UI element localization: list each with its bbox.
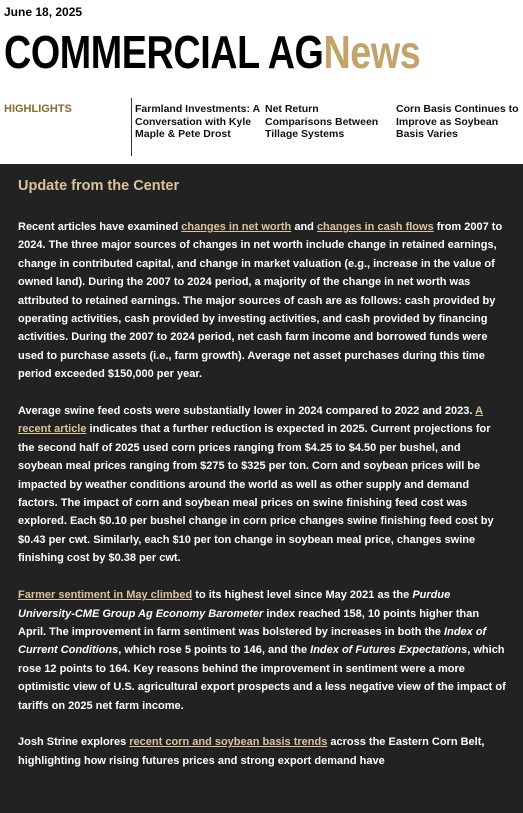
- highlights-label: HIGHLIGHTS: [4, 103, 72, 115]
- highlight-link-tillage-systems[interactable]: Net Return Comparisons Between Tillage Systems: [265, 103, 379, 140]
- paragraph-basis-trends: Josh Strine explores recent corn and soybean basis trends across the Eastern Corn Belt, highlighting how rising futures prices and strong export demand have: [18, 736, 485, 767]
- highlights-divider: [131, 98, 132, 156]
- highlight-link-corn-basis[interactable]: Corn Basis Continues to Improve as Soybean Basis Varies: [396, 103, 519, 140]
- paragraph-net-worth: Recent articles have examined changes in net worth and changes in cash flows from 2007 to 2024. The three major sources of changes in net worth include change in retained earnings, change in contributed capital, and change in market valuation (e.g., increase in the value of owned land). During the 2007 to 2024 period, a majority of the change in net worth was attributed to retained earnings. The major sources of cash are as follows: cash provided by operating activities, cash provided by investing activities, and cash provided by financing activities. During the 2007 to 2024 period, net cash farm income and borrowed funds were used to purchase assets (i.e., farm growth). Average net asset purchases during this time period exceeded $150,000 per year.: [18, 221, 503, 381]
- article-body: [18, 218, 508, 789]
- masthead-title-main: COMMERCIAL AG: [4, 26, 324, 78]
- masthead-title-accent: News: [323, 26, 421, 78]
- highlights-bar: [0, 96, 523, 164]
- highlight-link-farmland-investments[interactable]: Farmland Investments: A Conversation with Kyle Maple & Pete Drost: [135, 103, 260, 140]
- masthead-logo[interactable]: [4, 26, 420, 78]
- link-changes-in-net-worth[interactable]: changes in net worth: [181, 221, 292, 233]
- link-farmer-sentiment[interactable]: Farmer sentiment in May climbed: [18, 589, 193, 602]
- paragraph-farmer-sentiment: Farmer sentiment in May climbed to its highest level since May 2021 as the Purdue University-CME Group Ag Economy Barometer index reached 158, 10 points higher than April. The improvement in farm sentiment was bolstered by increases in both the Index of Current Conditions, which rose 5 points to 146, and the Index of Futures Expectations, which rose 12 points to 164. Key reasons behind the improvement in sentiment were a more optimistic view of U.S. agricultural export prospects and a less negative view of the impact of tariffs on 2025 net farm income.: [18, 589, 506, 712]
- link-changes-in-cash-flows[interactable]: changes in cash flows: [316, 221, 434, 233]
- link-basis-trends[interactable]: recent corn and soybean basis trends: [129, 736, 328, 749]
- paragraph-swine-feed: Average swine feed costs were substantially lower in 2024 compared to 2022 and 2023. A recent article indicates that a further reduction is expected in 2025. Current projections for the second half of 2025 used corn prices ranging from $4.25 to $4.50 per bushel, and soybean meal prices ranging from $275 to $325 per ton. Corn and soybean prices will be impacted by weather conditions around the world as well as other supply and demand factors. The impact of corn and soybean meal prices on swine finishing feed cost was explored. Each $0.10 per bushel change in corn price changes swine finishing feed cost by $0.43 per cwt. Similarly, each $10 per ton change in soybean meal price, changes swine finishing cost by $0.38 per cwt.: [18, 405, 494, 565]
- link-recent-article[interactable]: A recent article: [18, 405, 484, 436]
- section-title: Update from the Center: [18, 178, 180, 194]
- update-section: [0, 164, 523, 813]
- issue-date: June 18, 2025: [4, 5, 83, 19]
